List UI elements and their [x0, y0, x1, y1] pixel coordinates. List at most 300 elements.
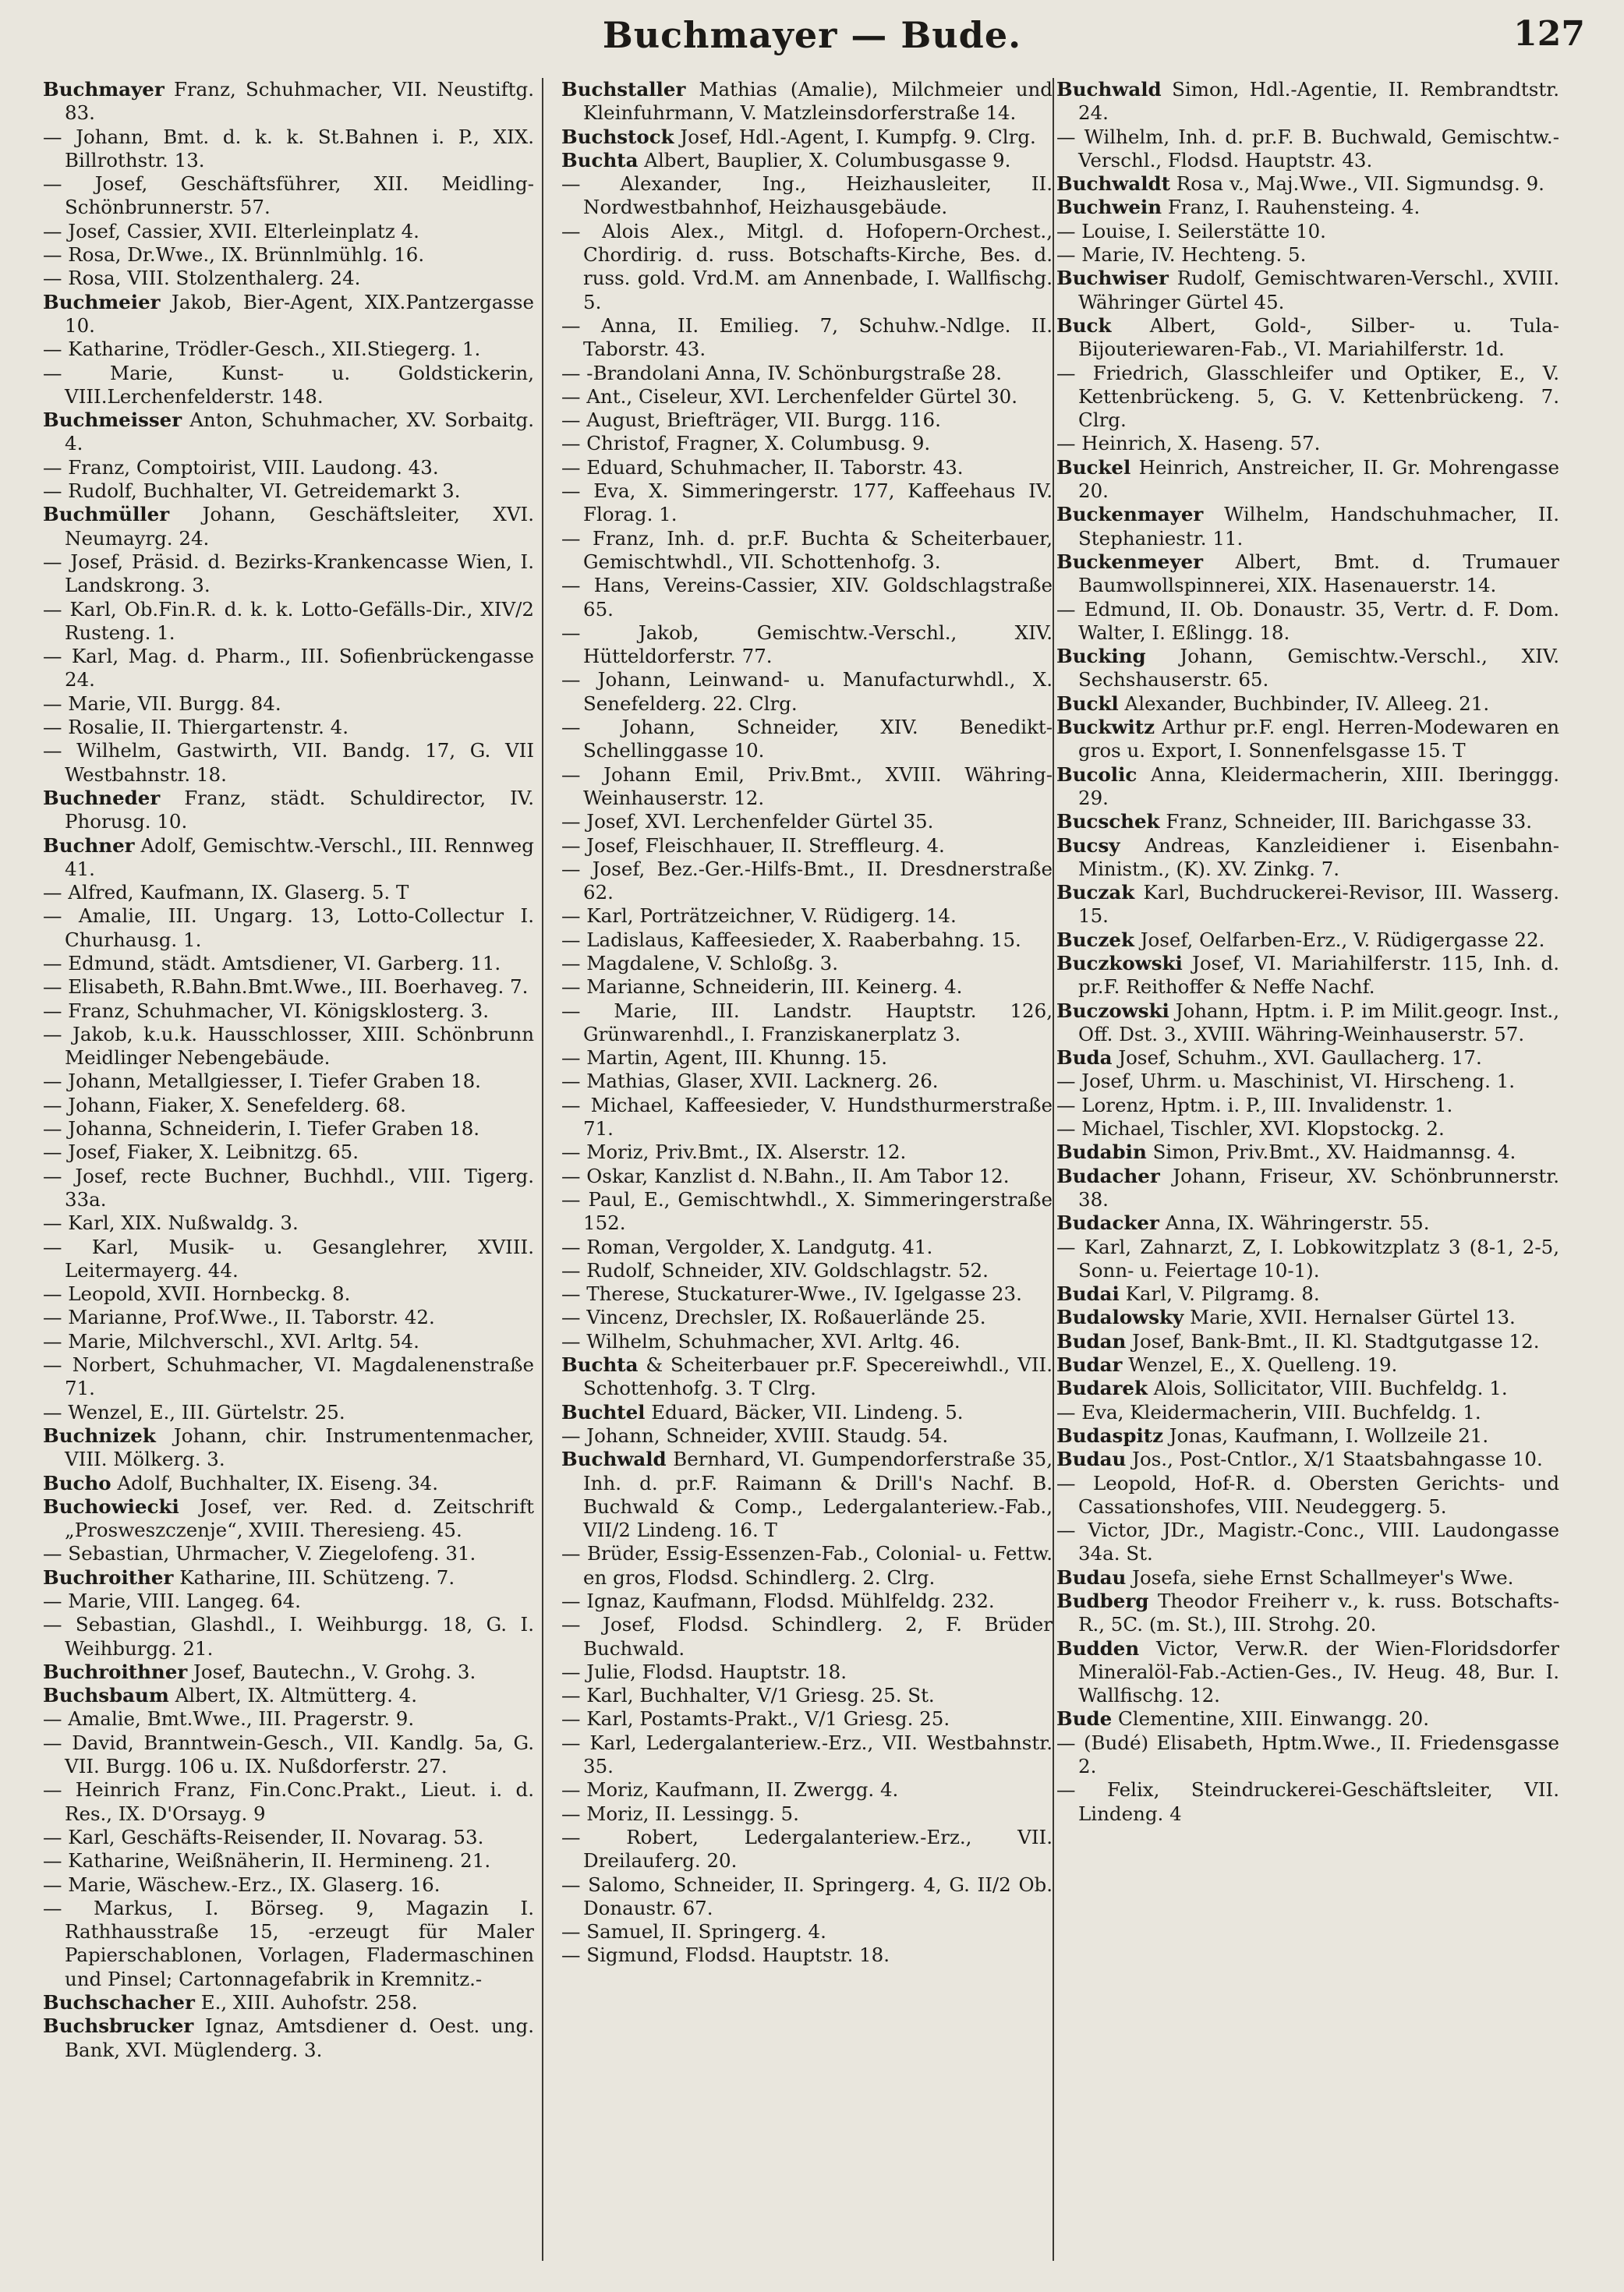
- directory-entry: [43, 456, 534, 479]
- directory-entry: [43, 739, 534, 787]
- directory-entry: [43, 1094, 534, 1117]
- entry-surname: Budden: [1056, 1636, 1140, 1660]
- entry-details: — Rudolf, Schneider, XIV. Goldschlagstr. 52.: [561, 1258, 989, 1282]
- directory-entry: [1056, 1117, 1559, 1141]
- entry-details: — Amalie, Bmt.Wwe., III. Pragerstr. 9.: [43, 1707, 415, 1731]
- directory-entry: [43, 1897, 534, 1991]
- entry-details: — Johanna, Schneiderin, I. Tiefer Graben 18.: [43, 1117, 480, 1141]
- directory-entry: [1056, 834, 1559, 882]
- entry-details: Josef, Schuhm., XVI. Gaullacherg. 17.: [1118, 1046, 1482, 1070]
- directory-entry: [561, 1236, 1053, 1259]
- entry-details: — Johann, Bmt. d. k. k. St.Bahnen i. P., XIX. Billrothstr. 13.: [43, 125, 534, 172]
- entry-surname: Buck: [1056, 313, 1112, 337]
- directory-entry: [43, 1731, 534, 1779]
- entry-details: — Rudolf, Buchhalter, VI. Getreidemarkt 3.: [43, 479, 461, 503]
- directory-entry: [561, 1802, 1053, 1826]
- directory-entry: [1056, 126, 1559, 173]
- directory-entry: [561, 432, 1053, 455]
- directory-entry: [561, 1944, 1053, 1967]
- entry-details: — Marie, Milchverschl., XVI. Arltg. 54.: [43, 1329, 419, 1353]
- entry-details: — Hans, Vereins-Cassier, XIV. Goldschlagstraße 65.: [561, 574, 1053, 621]
- directory-entry: [561, 1873, 1053, 1921]
- directory-entry: [1056, 1094, 1559, 1117]
- directory-entry: [43, 645, 534, 692]
- entry-details: — Elisabeth, R.Bahn.Bmt.Wwe., III. Boerhaveg. 7.: [43, 975, 529, 999]
- entry-details: Franz, Schneider, III. Barichgasse 33.: [1166, 810, 1533, 833]
- entry-details: — Rosa, VIII. Stolzenthalerg. 24.: [43, 267, 361, 290]
- entry-details: — Samuel, II. Springerg. 4.: [561, 1920, 826, 1944]
- directory-entry: [43, 1590, 534, 1613]
- directory-entry: [561, 975, 1053, 999]
- entry-details: Mathias (Amalie), Milchmeier und Kleinfuhrmann, V. Matzleinsdorferstraße 14.: [583, 78, 1053, 125]
- directory-entry: [561, 1165, 1053, 1188]
- directory-entry: [561, 1684, 1053, 1707]
- directory-entry: [561, 1590, 1053, 1613]
- directory-entry: [1056, 1330, 1559, 1353]
- directory-entry: [561, 1094, 1053, 1141]
- entry-details: — Alexander, Ing., Heizhausleiter, II. Nordwestbahnhof, Heizhausgebäude.: [561, 172, 1053, 219]
- entry-surname: Buckwitz: [1056, 716, 1155, 739]
- entry-details: — Alfred, Kaufmann, IX. Glaserg. 5. T: [43, 881, 409, 904]
- directory-entry: [1056, 598, 1559, 646]
- entry-surname: Buchwein: [1056, 196, 1162, 219]
- entry-details: — Paul, E., Gemischtwhdl., X. Simmeringerstraße 152.: [561, 1187, 1053, 1235]
- entry-details: Anna, Kleidermacherin, XIII. Iberinggg. 29.: [1078, 762, 1559, 809]
- entry-details: Heinrich, Anstreicher, II. Gr. Mohrengasse 20.: [1078, 455, 1559, 503]
- entry-details: — Ladislaus, Kaffeesieder, X. Raaberbahng. 15.: [561, 928, 1021, 951]
- entry-surname: Buchwald: [1056, 78, 1162, 101]
- entry-details: Johann, Friseur, XV. Schönbrunnerstr. 38.: [1078, 1164, 1559, 1211]
- entry-details: Bernhard, VI. Gumpendorferstraße 35, Inh. d. pr.F. Raimann & Drill's Nachf. B. Buchwald & Comp., Ledergalanteriew.-Fab., VII/2 Lindeng. 16. T: [583, 1448, 1053, 1542]
- entry-details: Josefa, siehe Ernst Schallmeyer's Wwe.: [1132, 1565, 1514, 1589]
- directory-entry: [43, 952, 534, 975]
- entry-details: — Karl, XIX. Nußwaldg. 3.: [43, 1211, 299, 1235]
- entry-details: — Karl, Geschäfts-Reisender, II. Novarag. 53.: [43, 1825, 484, 1848]
- entry-details: — Michael, Tischler, XVI. Klopstockg. 2.: [1056, 1117, 1445, 1141]
- entry-surname: Buchwaldt: [1056, 172, 1170, 196]
- entry-surname: Buchner: [43, 833, 135, 857]
- directory-entry: [1056, 1731, 1559, 1779]
- entry-details: — Marie, Kunst- u. Goldstickerin, VIII.Lerchenfelderstr. 148.: [43, 361, 534, 408]
- directory-entry: [561, 1542, 1053, 1590]
- directory-entry: [1056, 1472, 1559, 1519]
- entry-details: — Wilhelm, Schuhmacher, XVI. Arltg. 46.: [561, 1329, 961, 1353]
- directory-entry: [1056, 1165, 1559, 1212]
- entry-details: Wenzel, E., X. Quelleng. 19.: [1128, 1353, 1398, 1377]
- directory-entry: [561, 409, 1053, 432]
- directory-entry: [1056, 1353, 1559, 1377]
- entry-details: Josef, Bautechn., V. Grohg. 3.: [193, 1660, 476, 1683]
- entry-details: Adolf, Gemischtw.-Verschl., III. Rennweg 41.: [65, 833, 534, 880]
- entry-details: Josef, Hdl.-Agent, I. Kumpfg. 9. Clrg.: [680, 125, 1036, 148]
- entry-details: — Marie, III. Landstr. Hauptstr. 126, Grünwarenhdl., I. Franziskanerplatz 3.: [561, 999, 1053, 1045]
- entry-details: Johann, Hptm. i. P. im Milit.geogr. Inst., Off. Dst. 3., XVIII. Währing-Weinhauserstr. 57.: [1078, 999, 1559, 1045]
- entry-surname: Budai: [1056, 1282, 1120, 1306]
- entry-details: Simon, Hdl.-Agentie, II. Rembrandtstr. 24.: [1078, 78, 1559, 125]
- entry-details: E., XIII. Auhofstr. 258.: [200, 1991, 418, 2014]
- directory-entry: [1056, 763, 1559, 811]
- directory-entry: [1056, 1282, 1559, 1306]
- directory-entry: [1056, 456, 1559, 504]
- entry-details: Clementine, XIII. Einwangg. 20.: [1118, 1707, 1429, 1731]
- directory-entry: [43, 1661, 534, 1684]
- entry-details: — Johann, Fiaker, X. Senefelderg. 68.: [43, 1093, 406, 1116]
- entry-details: — Franz, Inh. d. pr.F. Buchta & Scheiterbauer, Gemischtwhdl., VII. Schottenhofg. 3.: [561, 526, 1053, 573]
- entry-surname: Budacher: [1056, 1164, 1160, 1187]
- entry-details: Rosa v., Maj.Wwe., VII. Sigmundsg. 9.: [1176, 172, 1544, 196]
- entry-details: — Karl, Mag. d. Pharm., III. Sofienbrückengasse 24.: [43, 645, 534, 691]
- directory-entry: [43, 1495, 534, 1543]
- page-header: [0, 8, 1624, 62]
- entry-surname: Buckl: [1056, 691, 1119, 715]
- directory-entry: [1056, 1141, 1559, 1164]
- entry-surname: Buchsbrucker: [43, 2014, 194, 2038]
- entry-details: — Johann, Schneider, XIV. Benedikt-Schellinggasse 10.: [561, 716, 1053, 762]
- directory-entry: [561, 1448, 1053, 1542]
- directory-entry: [43, 1707, 534, 1731]
- entry-details: Theodor Freiherr v., k. russ. Botschafts-R., 5C. (m. St.), III. Strohg. 20.: [1078, 1590, 1559, 1636]
- entry-details: — Michael, Kaffeesieder, V. Hundsthurmerstraße 71.: [561, 1093, 1053, 1141]
- directory-entry: [561, 763, 1053, 811]
- entry-surname: Budau: [1056, 1565, 1127, 1589]
- directory-entry: [43, 1873, 534, 1897]
- entry-surname: Buchmüller: [43, 503, 170, 526]
- directory-entry: [561, 1353, 1053, 1401]
- entry-details: — (Budé) Elisabeth, Hptm.Wwe., II. Friedensgasse 2.: [1056, 1731, 1559, 1778]
- directory-entry: [561, 126, 1053, 149]
- directory-entry: [43, 1401, 534, 1424]
- columns-container: [43, 78, 1594, 2276]
- directory-entry: [43, 126, 534, 173]
- entry-details: Albert, IX. Altmütterg. 4.: [175, 1684, 418, 1707]
- entry-details: — Brüder, Essig-Essenzen-Fab., Colonial- u. Fettw. en gros, Flodsd. Schindlerg. 2. Clrg.: [561, 1542, 1053, 1589]
- directory-entry: [561, 858, 1053, 905]
- entry-surname: Buchstock: [561, 125, 674, 148]
- directory-entry: [561, 172, 1053, 220]
- directory-entry: [1056, 1236, 1559, 1283]
- entry-surname: Buchnizek: [43, 1424, 156, 1447]
- directory-entry: [561, 1141, 1053, 1164]
- entry-details: — Amalie, III. Ungarg. 13, Lotto-Collectur I. Churhausg. 1.: [43, 904, 534, 951]
- directory-entry: [561, 810, 1053, 833]
- entry-surname: Buczak: [1056, 881, 1135, 904]
- entry-details: — Franz, Comptoirist, VIII. Laudong. 43.: [43, 455, 439, 479]
- directory-entry: [1056, 645, 1559, 692]
- entry-details: Victor, Verw.R. der Wien-Floridsdorfer Mineralöl-Fab.-Actien-Ges., IV. Heug. 48, Bur. I. Wallfischg. 12.: [1078, 1636, 1559, 1707]
- entry-details: Josef, VI. Mariahilferstr. 115, Inh. d. pr.F. Reithoffer & Neffe Nachf.: [1078, 951, 1559, 999]
- entry-surname: Buchroithner: [43, 1660, 188, 1683]
- entry-details: Johann, Gemischtw.-Verschl., XIV. Sechshauserstr. 65.: [1078, 645, 1559, 691]
- directory-entry: [43, 1236, 534, 1283]
- entry-details: — Eduard, Schuhmacher, II. Taborstr. 43.: [561, 455, 964, 479]
- directory-entry: [1056, 952, 1559, 999]
- entry-details: — Karl, Musik- u. Gesanglehrer, XVIII. Leitermayerg. 44.: [43, 1235, 534, 1282]
- directory-entry: [561, 1306, 1053, 1329]
- directory-entry: [43, 243, 534, 267]
- directory-entry: [43, 503, 534, 550]
- entry-details: — Franz, Schuhmacher, VI. Königsklosterg. 3.: [43, 999, 490, 1022]
- entry-surname: Buckenmayer: [1056, 503, 1204, 526]
- entry-details: — Sebastian, Uhrmacher, V. Ziegelofeng. 31.: [43, 1542, 476, 1565]
- directory-entry: [1056, 243, 1559, 267]
- directory-entry: [561, 385, 1053, 409]
- entry-details: — Josef, XVI. Lerchenfelder Gürtel 35.: [561, 810, 934, 833]
- entry-surname: Budarek: [1056, 1377, 1148, 1400]
- entry-details: — Rosalie, II. Thiergartenstr. 4.: [43, 716, 349, 739]
- directory-entry: [1056, 1590, 1559, 1637]
- entry-details: — Josef, Cassier, XVII. Elterleinplatz 4.: [43, 219, 419, 242]
- directory-entry: [1056, 78, 1559, 126]
- directory-entry: [43, 479, 534, 503]
- entry-details: — -Brandolani Anna, IV. Schönburgstraße 28.: [561, 361, 1003, 384]
- entry-details: — Lorenz, Hptm. i. P., III. Invalidenstr. 1.: [1056, 1093, 1453, 1116]
- directory-entry: [43, 1330, 534, 1353]
- entry-details: — Felix, Steindruckerei-Geschäftsleiter, VII. Lindeng. 4: [1056, 1778, 1559, 1825]
- entry-details: Alois, Sollicitator, VIII. Buchfeldg. 1.: [1153, 1377, 1508, 1400]
- entry-details: — Heinrich Franz, Fin.Conc.Prakt., Lieut. i. d. Res., IX. D'Orsayg. 9: [43, 1778, 534, 1825]
- directory-entry: [43, 172, 534, 220]
- directory-entry: [43, 1566, 534, 1590]
- entry-details: — Friedrich, Glasschleifer und Optiker, E., V. Kettenbrückeng. 5, G. V. Kettenbrückeng. 7. Clrg.: [1056, 361, 1559, 432]
- directory-entry: [561, 456, 1053, 479]
- entry-details: — Karl, Postamts-Prakt., V/1 Griesg. 25.: [561, 1707, 950, 1731]
- directory-entry: [1056, 881, 1559, 928]
- entry-details: — Johann, Schneider, XVIII. Staudg. 54.: [561, 1424, 949, 1447]
- directory-entry: [1056, 1424, 1559, 1448]
- entry-surname: Bucolic: [1056, 762, 1138, 786]
- entry-details: — Anna, II. Emilieg. 7, Schuhw.-Ndlge. II. Taborstr. 43.: [561, 313, 1053, 361]
- entry-details: Eduard, Bäcker, VII. Lindeng. 5.: [651, 1400, 964, 1424]
- directory-entry: [561, 1330, 1053, 1353]
- directory-entry: [43, 1353, 534, 1401]
- entry-surname: Budabin: [1056, 1141, 1147, 1164]
- entry-details: Albert, Bmt. d. Trumauer Baumwollspinnerei, XIX. Hasenauerstr. 14.: [1078, 550, 1559, 597]
- entry-details: Johann, Geschäftsleiter, XVI. Neumayrg. 24.: [65, 503, 534, 550]
- entry-details: Simon, Priv.Bmt., XV. Haidmannsg. 4.: [1152, 1141, 1516, 1164]
- directory-entry: [1056, 503, 1559, 550]
- directory-entry: [43, 904, 534, 952]
- directory-entry: [43, 1684, 534, 1707]
- entry-details: — Johann, Metallgiesser, I. Tiefer Graben 18.: [43, 1070, 481, 1093]
- entry-details: — Katharine, Trödler-Gesch., XII.Stiegerg. 1.: [43, 338, 481, 361]
- entry-details: — Marie, VII. Burgg. 84.: [43, 691, 281, 715]
- directory-entry: [561, 1920, 1053, 1944]
- entry-details: Marie, XVII. Hernalser Gürtel 13.: [1190, 1306, 1516, 1329]
- directory-entry: [561, 1731, 1053, 1779]
- entry-details: — Victor, JDr., Magistr.-Conc., VIII. Laudongasse 34a. St.: [1056, 1519, 1559, 1565]
- directory-entry: [43, 1542, 534, 1565]
- entry-details: — Josef, recte Buchner, Buchhdl., VIII. Tigerg. 33a.: [43, 1164, 534, 1211]
- entry-details: Katharine, III. Schützeng. 7.: [179, 1565, 455, 1589]
- entry-surname: Budalowsky: [1056, 1306, 1184, 1329]
- entry-details: — Edmund, städt. Amtsdiener, VI. Garberg. 11.: [43, 951, 501, 974]
- entry-surname: Buchmayer: [43, 78, 165, 101]
- directory-entry: [1056, 1566, 1559, 1590]
- entry-details: Karl, V. Pilgramg. 8.: [1125, 1282, 1320, 1306]
- directory-entry: [561, 1046, 1053, 1070]
- entry-details: — Johann, Leinwand- u. Manufacturwhdl., X. Senefelderg. 22. Clrg.: [561, 668, 1053, 715]
- directory-entry: [43, 1424, 534, 1472]
- directory-entry: [1056, 928, 1559, 952]
- entry-surname: Bucsy: [1056, 833, 1120, 857]
- entry-details: Adolf, Buchhalter, IX. Eiseng. 34.: [117, 1471, 439, 1494]
- entry-details: — Karl, Buchhalter, V/1 Griesg. 25. St.: [561, 1684, 935, 1707]
- directory-entry: [43, 291, 534, 338]
- entry-details: Franz, I. Rauhensteing. 4.: [1167, 196, 1421, 219]
- directory-entry: [43, 975, 534, 999]
- entry-details: Karl, Buchdruckerei-Revisor, III. Wasserg. 15.: [1078, 881, 1559, 928]
- entry-details: — Marianne, Schneiderin, III. Keinerg. 4.: [561, 975, 963, 999]
- entry-surname: Bucking: [1056, 645, 1146, 668]
- directory-entry: [43, 1141, 534, 1164]
- directory-entry: [43, 1826, 534, 1849]
- directory-entry: [561, 716, 1053, 763]
- entry-surname: Budau: [1056, 1448, 1127, 1471]
- entry-details: & Scheiterbauer pr.F. Specereiwhdl., VII. Schottenhofg. 3. T Clrg.: [583, 1353, 1053, 1400]
- entry-surname: Buchmeier: [43, 290, 161, 313]
- directory-entry: [561, 1282, 1053, 1306]
- directory-entry: [1056, 550, 1559, 598]
- entry-surname: Buchsbaum: [43, 1684, 169, 1707]
- page-title: Buchmayer — Bude.: [602, 14, 1022, 56]
- directory-entry: [1056, 1211, 1559, 1235]
- directory-entry: [43, 362, 534, 409]
- entry-details: Albert, Bauplier, X. Columbusgasse 9.: [644, 148, 1011, 172]
- entry-details: Franz, städt. Schuldirector, IV. Phorusg. 10.: [65, 786, 534, 833]
- entry-details: — Karl, Zahnarzt, Z, I. Lobkowitzplatz 3 (8-1, 2-5, Sonn- u. Feiertage 10-1).: [1056, 1235, 1559, 1282]
- entry-surname: Buchroither: [43, 1565, 174, 1589]
- directory-entry: [1056, 692, 1559, 716]
- entry-surname: Bude: [1056, 1707, 1113, 1731]
- entry-details: — Oskar, Kanzlist d. N.Bahn., II. Am Tabor 12.: [561, 1164, 1010, 1187]
- entry-details: — Josef, Fleischhauer, II. Streffleurg. 4.: [561, 833, 945, 857]
- entry-surname: Buda: [1056, 1046, 1113, 1070]
- entry-details: Jakob, Bier-Agent, XIX.Pantzergasse 10.: [65, 290, 534, 337]
- entry-surname: Buchneder: [43, 786, 161, 809]
- entry-details: — Markus, I. Börseg. 9, Magazin I. Rathhausstraße 15, -erzeugt für Maler Papierschablonen, Vorlagen, Fladermaschinen und Pinsel; Cartonnagefabrik in Kremnitz.-: [43, 1896, 534, 1990]
- directory-entry: [561, 952, 1053, 975]
- entry-details: Rudolf, Gemischtwaren-Verschl., XVIII. Währinger Gürtel 45.: [1078, 267, 1559, 313]
- entry-details: — Alois Alex., Mitgl. d. Hofopern-Orchest., Chordirig. d. russ. Botschafts-Kirche, Bes. d. russ. gold. Vrd.M. am Annenbade, I. Wallfischg. 5.: [561, 219, 1053, 313]
- entry-details: — Salomo, Schneider, II. Springerg. 4, G. II/2 Ob. Donaustr. 67.: [561, 1873, 1053, 1919]
- entry-details: — Ignaz, Kaufmann, Flodsd. Mühlfeldg. 232.: [561, 1590, 995, 1612]
- entry-details: — Mathias, Glaser, XVII. Lacknerg. 26.: [561, 1070, 939, 1093]
- entry-details: — Julie, Flodsd. Hauptstr. 18.: [561, 1660, 847, 1683]
- entry-details: — Josef, Präsid. d. Bezirks-Krankencasse Wien, I. Landskrong. 3.: [43, 550, 534, 597]
- entry-surname: Buchta: [561, 148, 639, 172]
- entry-surname: Budacker: [1056, 1211, 1159, 1235]
- directory-entry: [43, 598, 534, 646]
- directory-entry: [561, 1613, 1053, 1661]
- entry-details: Jonas, Kaufmann, I. Wollzeile 21.: [1169, 1424, 1489, 1447]
- directory-entry: [43, 834, 534, 882]
- entry-details: — Roman, Vergolder, X. Landgutg. 41.: [561, 1235, 933, 1258]
- entry-details: Arthur pr.F. engl. Herren-Modewaren en gros u. Export, I. Sonnenfelsgasse 15. T: [1078, 716, 1559, 762]
- entry-surname: Bucho: [43, 1471, 111, 1494]
- entry-surname: Buchschacher: [43, 1991, 195, 2014]
- entry-details: Alexander, Buchbinder, IV. Alleeg. 21.: [1124, 691, 1490, 715]
- directory-entry: [1056, 1778, 1559, 1826]
- entry-details: — Eva, X. Simmeringerstr. 177, Kaffeehaus IV. Florag. 1.: [561, 479, 1053, 526]
- directory-entry: [43, 1070, 534, 1093]
- directory-entry: [1056, 1707, 1559, 1731]
- directory-entry: [1056, 1046, 1559, 1070]
- directory-entry: [43, 550, 534, 598]
- directory-entry: [1056, 810, 1559, 833]
- directory-entry: [561, 1401, 1053, 1424]
- directory-entry: [561, 314, 1053, 362]
- entry-details: — Sebastian, Glashdl., I. Weihburgg. 18, G. I. Weihburgg. 21.: [43, 1613, 534, 1660]
- entry-details: — Karl, Ob.Fin.R. d. k. k. Lotto-Gefälls-Dir., XIV/2 Rusteng. 1.: [43, 597, 534, 644]
- entry-details: — Edmund, II. Ob. Donaustr. 35, Vertr. d. F. Dom. Walter, I. Eßlingg. 18.: [1056, 597, 1559, 644]
- directory-entry: [561, 1070, 1053, 1093]
- directory-entry: [43, 1613, 534, 1661]
- directory-entry: [1056, 999, 1559, 1047]
- entry-details: Josef, Bank-Bmt., II. Kl. Stadtgutgasse 12.: [1132, 1329, 1540, 1353]
- entry-details: Wilhelm, Handschuhmacher, II. Stephaniestr. 11.: [1078, 503, 1559, 550]
- entry-details: — Josef, Flodsd. Schindlerg. 2, F. Brüder Buchwald.: [561, 1613, 1053, 1660]
- directory-entry: [1056, 1637, 1559, 1708]
- entry-details: — Wilhelm, Gastwirth, VII. Bandg. 17, G. VII Westbahnstr. 18.: [43, 739, 534, 786]
- directory-entry: [43, 220, 534, 243]
- directory-entry: [43, 1472, 534, 1495]
- entry-details: — Moriz, Priv.Bmt., IX. Alserstr. 12.: [561, 1141, 907, 1164]
- directory-entry: [43, 692, 534, 716]
- directory-entry: [1056, 1377, 1559, 1400]
- entry-surname: Buchmeisser: [43, 409, 182, 432]
- entry-details: — Magdalene, V. Schloßg. 3.: [561, 951, 838, 974]
- entry-surname: Bucschek: [1056, 810, 1160, 833]
- column-2: [561, 78, 1053, 2276]
- directory-entry: [1056, 362, 1559, 433]
- entry-details: Albert, Gold-, Silber- u. Tula-Bijouteriewaren-Fab., VI. Mariahilferstr. 1d.: [1078, 313, 1559, 361]
- entry-details: — Marie, Wäschew.-Erz., IX. Glaserg. 16.: [43, 1873, 440, 1896]
- entry-surname: Buchowiecki: [43, 1494, 179, 1518]
- directory-entry: [1056, 1519, 1559, 1566]
- entry-details: — Vincenz, Drechsler, IX. Roßauerlände 25.: [561, 1306, 986, 1329]
- directory-entry: [561, 1661, 1053, 1684]
- entry-details: — Leopold, XVII. Hornbeckg. 8.: [43, 1282, 351, 1306]
- directory-entry: [43, 1117, 534, 1141]
- entry-details: Jos., Post-Cntlor., X/1 Staatsbahngasse 10.: [1132, 1448, 1543, 1471]
- entry-surname: Buckenmeyer: [1056, 550, 1204, 573]
- entry-details: — Leopold, Hof-R. d. Obersten Gerichts- und Cassationshofes, VIII. Neudeggerg. 5.: [1056, 1471, 1559, 1518]
- directory-entry: [1056, 220, 1559, 243]
- entry-details: Josef, ver. Red. d. Zeitschrift „Prosweszczenje“, XVIII. Theresieng. 45.: [65, 1494, 534, 1542]
- entry-details: — August, Briefträger, VII. Burgg. 116.: [561, 409, 941, 432]
- directory-entry: [1056, 432, 1559, 455]
- entry-details: — Marianne, Prof.Wwe., II. Taborstr. 42.: [43, 1306, 435, 1329]
- entry-surname: Buczowski: [1056, 999, 1169, 1022]
- directory-entry: [43, 999, 534, 1023]
- directory-entry: [43, 1849, 534, 1873]
- entry-details: — Katharine, Weißnäherin, II. Hermineng. 21.: [43, 1849, 491, 1873]
- directory-entry: [43, 78, 534, 126]
- entry-details: — Rosa, Dr.Wwe., IX. Brünnlmühlg. 16.: [43, 243, 425, 267]
- directory-entry: [43, 267, 534, 290]
- directory-entry: [43, 787, 534, 834]
- directory-entry: [43, 1023, 534, 1070]
- entry-details: — Josef, Fiaker, X. Leibnitzg. 65.: [43, 1141, 359, 1164]
- entry-details: Johann, chir. Instrumentenmacher, VIII. Mölkerg. 3.: [65, 1424, 534, 1471]
- entry-details: — Josef, Bez.-Ger.-Hilfs-Bmt., II. Dresdnerstraße 62.: [561, 857, 1053, 904]
- entry-surname: Budberg: [1056, 1590, 1149, 1612]
- entry-details: — David, Branntwein-Gesch., VII. Kandlg. 5a, G. VII. Burgg. 106 u. IX. Nußdorferstr. 27.: [43, 1731, 534, 1778]
- directory-entry: [43, 2014, 534, 2062]
- directory-entry: [43, 409, 534, 456]
- column-1: [43, 78, 534, 2276]
- directory-entry: [43, 1991, 534, 2014]
